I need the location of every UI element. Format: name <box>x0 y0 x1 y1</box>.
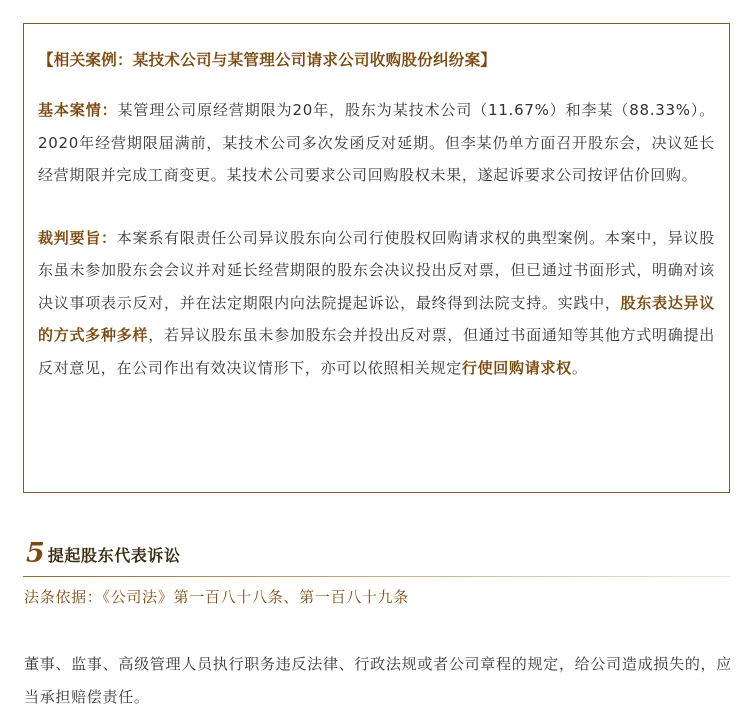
section-body-text: 董事、监事、高级管理人员执行职务违反法律、行政法规或者公司章程的规定，给公司造成损失的，应当承担赔偿责任。 <box>24 655 732 706</box>
ruling-text-2: ，若异议股东虽未参加股东会并投出反对票，但通过书面通知等其他方式明确提出反对意见，在公司作出有效决议情形下，亦可以依照相关规定 <box>38 326 715 377</box>
case-title: 【相关案例：某技术公司与某管理公司请求公司收购股份纠纷案】 <box>38 51 497 69</box>
ruling-text-3: 。 <box>571 358 588 377</box>
ruling-highlight-1: 股东表达异议的方式多种多样 <box>38 293 716 344</box>
ruling-paragraph <box>38 222 715 385</box>
ruling-label: 裁判要旨： <box>38 228 117 247</box>
section-divider <box>23 576 731 577</box>
law-basis: 法条依据：《公司法》第一百八十八条、第一百八十九条 <box>24 588 410 606</box>
basic-facts-paragraph <box>38 94 715 192</box>
basic-facts-text: 某管理公司原经营期限为20年，股东为某技术公司（11.67%）和李某（88.33%）。2020年经营期限届满前，某技术公司多次发函反对延期。但李某仍单方面召开股东会，决议延长经营期限并完成工商变更。某技术公司要求公司回购股权未果，遂起诉要求公司按评估价回购。 <box>38 101 715 184</box>
ruling-highlight-2: 行使回购请求权 <box>461 358 572 377</box>
section-title: 提起股东代表诉讼 <box>47 545 181 565</box>
section-number: 5 <box>26 538 45 569</box>
basic-facts-label: 基本案情： <box>38 101 118 119</box>
section-heading <box>26 537 181 571</box>
case-box <box>23 23 730 493</box>
ruling-text-1: 本案系有限责任公司异议股东向公司行使股权回购请求权的典型案例。本案中，异议股东虽未参加股东会会议并对延长经营期限的股东会决议投出反对票，但已通过书面形式，明确对该决议事项表示反对，并在法定期限内向法院提起诉讼，最终得到法院支持。实践中， <box>38 228 715 312</box>
